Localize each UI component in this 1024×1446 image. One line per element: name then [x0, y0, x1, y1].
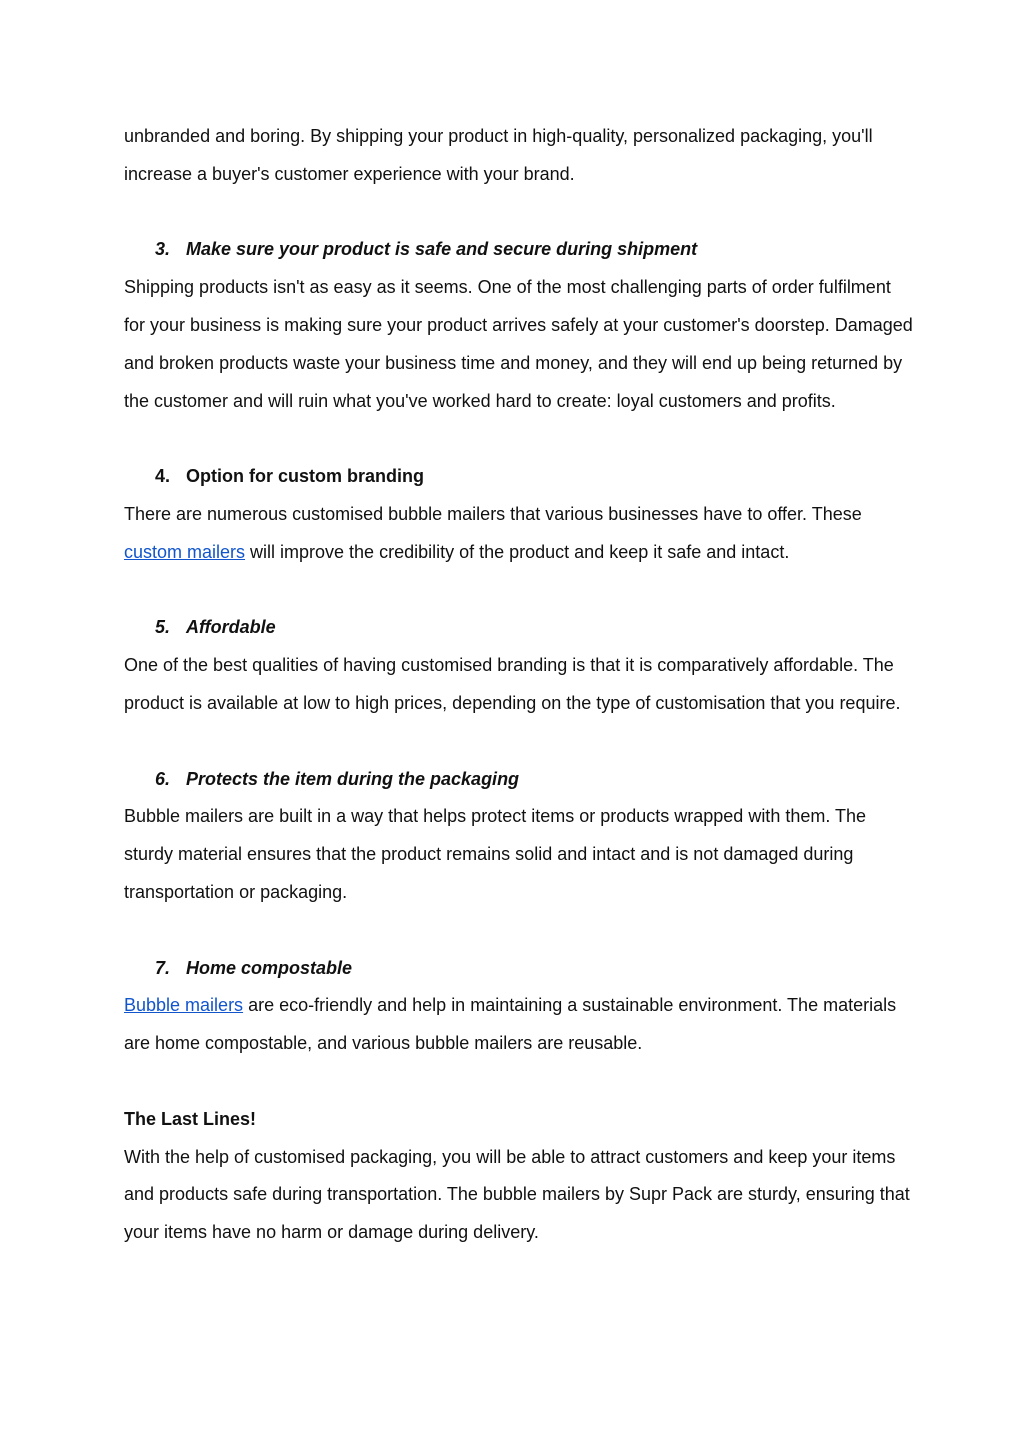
section-7-heading [124, 950, 914, 988]
paragraph-gap [124, 420, 914, 458]
section-7-body [124, 987, 914, 1063]
paragraph-gap [124, 723, 914, 761]
paragraph-gap [124, 194, 914, 232]
section-4-body [124, 496, 914, 572]
section-6-heading [124, 761, 914, 799]
section-4-heading [124, 458, 914, 496]
section-3-heading [124, 231, 914, 269]
paragraph-gap [124, 572, 914, 610]
custom-mailers-link[interactable]: custom mailers [124, 541, 246, 562]
section-5-body: One of the best qualities of having customised branding is that it is comparatively affordable. The product is available at low to high prices, depending on the type of customisation that you require. [124, 655, 901, 713]
section-5-title: Affordable [186, 617, 276, 638]
document-content [124, 118, 914, 1252]
section-4-body-end: will improve the credibility of the product and keep it safe and intact. [245, 541, 790, 562]
paragraph-gap [124, 1063, 914, 1101]
section-3-number: 3. [155, 239, 171, 260]
section-6-number: 6. [155, 768, 171, 789]
conclusion-body: With the help of customised packaging, you will be able to attract customers and keep your items and products safe during transportation. The bubble mailers by Supr Pack are sturdy, ensuring that your items have no harm or damage during delivery. [124, 1146, 910, 1243]
section-6-title: Protects the item during the packaging [186, 768, 520, 789]
section-3-title: Make sure your product is safe and secure during shipment [186, 239, 698, 260]
section-4-body-start: There are numerous customised bubble mailers that various businesses have to offer. These [124, 503, 862, 524]
section-7-body-end: are eco-friendly and help in maintaining a sustainable environment. The materials are home compostable, and various bubble mailers are reusable. [124, 995, 897, 1054]
section-5-number: 5. [155, 617, 171, 638]
section-3-body: Shipping products isn't as easy as it seems. One of the most challenging parts of order fulfilment for your business is making sure your product arrives safely at your customer's doorstep. Damaged and broken products waste your business time and money, and they will end up being returned by the customer and will ruin what you've worked hard to create: loyal customers and profits. [124, 277, 913, 411]
conclusion-title: The Last Lines! [124, 1108, 257, 1129]
section-7-number: 7. [155, 957, 171, 978]
paragraph-gap [124, 912, 914, 950]
section-6-body: Bubble mailers are built in a way that helps protect items or products wrapped with them. The sturdy material ensures that the product remains solid and intact and is not damaged during transportation or packaging. [124, 806, 867, 902]
section-7-title: Home compostable [186, 957, 353, 978]
intro-paragraph: unbranded and boring. By shipping your product in high-quality, personalized packaging, you'll increase a buyer's customer experience with your brand. [124, 126, 873, 184]
section-4-title: Option for custom branding [186, 466, 424, 487]
bubble-mailers-link[interactable]: Bubble mailers [124, 995, 244, 1016]
section-4-number: 4. [155, 466, 171, 487]
section-5-heading [124, 609, 914, 647]
